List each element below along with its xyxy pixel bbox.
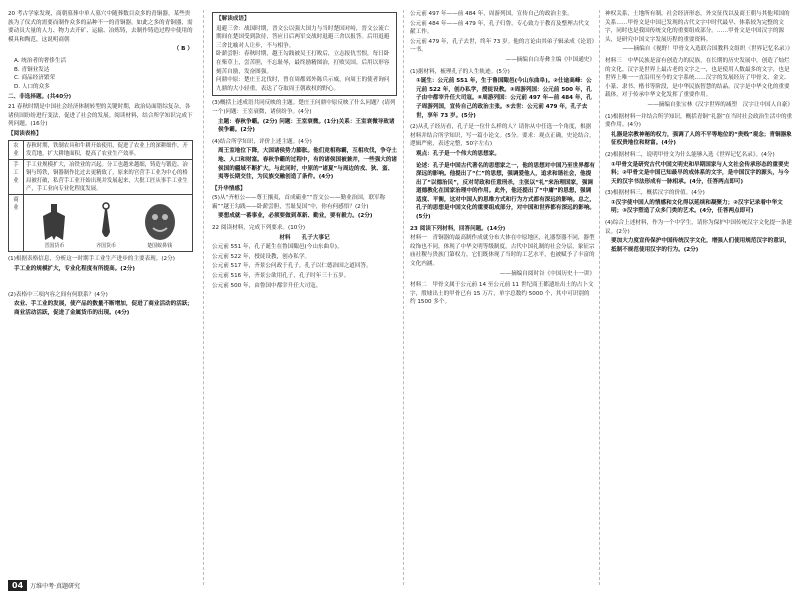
table-cell-agriculture: 春秋时期，铁制农具和牛耕开始使用，促进了农业上的深耕细作，开发荒地，扩大耕地面积，提高了农业生产效率。 (24, 141, 193, 160)
answer-21-3: 主题：春秋争霸。(2分) 问题：王室衰微。(1分)关系：王室衰微导致诸侯争霸。(2分) (218, 118, 395, 134)
material-line: 公元前 522 年，授徒设教，创办私学。 (212, 253, 311, 260)
footer-note: 万维中考·真题研究 (30, 583, 81, 590)
material-line: 公元前 484 年——前 479 年，孔子归鲁，专心致力于教育及整理古代文献工作。 (410, 20, 590, 36)
answer-23-2: ①甲骨文是研究古代中国文明史和早期国家与人文社会传承形态的重要史料；②甲骨文是中国已知最早的成体系的文字，是中国汉字的源头，与今天的汉字书法形成有一脉相承。(4分，任答两点即可) (611, 161, 790, 185)
answer-21-1: 手工业的规模扩大，专业化程度有所提高。(2分) (14, 265, 135, 272)
question-21: 21 春秋时期是中国社会经济体制转型的关键时期，政治局面错综复杂，各诸侯国纷纷进行变法，促进了社会的发展。阅读材料，结合所学知识完成下列问题。(16分) (8, 103, 193, 128)
material-line: 公元前 479 年，孔子去世，终年 73 岁。他的言论由其弟子辑录成《论语》一书。 (410, 38, 595, 54)
column-3 (410, 10, 595, 585)
material-2-continued: 神权关系，土地所有制，社会经济形态，外交征伐以及商王朝与其他邦国的关系……甲骨文是中国已发现的古代文字中时代最早、体系较为完整的文字，同时也是我国传统文化的重要组成部分。……甲骨文是中国汉字的源头，是研究中国文字发展历程的重要资料。 (605, 11, 790, 43)
material-line: 公元前 517 年，齐景公问政于孔子，孔子以仁德治国之道回答。 (212, 263, 372, 270)
idiom-2: 卧薪尝胆：春秋时期，越王勾践被吴王打败后，立志报仇雪恨，每日卧在柴草上，尝苦胆，不忘耻辱，最终励精图治，打败吴国。后用以形容刻苦自励，发奋图强。 (216, 51, 390, 75)
material-3: 材料三 中华民族是富有创造力的民族，在长期的历史发展中，创造了灿烂的文化。汉字是世界上最古老的文字之一，也是使用人数最多的文字，也是世界上唯一一直沿用至今的文字系统……汉字的发展经历了甲骨文、金文、小篆、隶书、楷书等阶段，是中华民族智慧的结晶。汉字是中华文化的重要载体，对于传承中华文化发挥了重要作用。 (605, 57, 790, 99)
material-line: 公元前 551 年，孔子诞生在鲁国陬邑(今山东曲阜)。 (212, 244, 343, 251)
question-22-2: (2)从孔子经历看，孔子是一位什么样的人？请你从中任选一个角度，根据材料并结合所学知识，写一篇小论文。(5分。要求：观点正确，史论结合，逻辑严密，表述完整，50字左右) (410, 124, 595, 148)
page-number: 04 (8, 580, 27, 591)
answer-21-2: 农业、手工业的发展，使产品的数量不断增加，促进了商业活动的活跃；商业活动活跃，促进了金属货币的出现。(4分) (14, 301, 193, 316)
question-23-3: (3)根据材料三，概括汉字的价值。(4分) (605, 190, 705, 197)
answer-21-5: 要想成就一番事业，必须要做到革新、勤业，要有毅力。(2分) (218, 213, 373, 220)
question-20: 20 考古学家发现，商朝墓葬中单人墓穴中随葬数目众多的青铜器。某些贵族为了仪式的需要而制作众多的品种不一的青铜器。如此之多的青铜器，需要动员大量的人力、物力去开矿、运输、冶炼铸，去制作铸造过程中使用的模具和陶范，这说明商朝 (8, 11, 193, 43)
table-side-agriculture: 农业 (9, 141, 24, 160)
table-cell-coins (24, 195, 193, 252)
column-4 (605, 10, 793, 585)
idiom-box-title: 【解读成语】 (216, 16, 250, 22)
table-cell-handicraft: 手工业规模扩大，冶铁业的兴起。分工也越来越细，铸造与锻造、冶铜与铸铁，铜器制作比过去更精致了，原来的官营手工业为中心的格局被打破，私营手工业开始出现并发展起来，大批工匠从事手工业生产，手工业向专业化程度发展。 (24, 160, 193, 195)
question-23-1: (1)根据材料一并结合所学知识，概括青铜“礼器”在当时社会政治生活中的重要作用。(4分) (605, 113, 793, 129)
question-23-4: (4)综合上述材料，作为一个中学生，请你为保护中国传统汉字文化提一条建议。(2分) (605, 220, 792, 235)
coin-label-qi: 齐国货币 (95, 243, 116, 250)
spade-coin-icon (39, 202, 69, 242)
coin-label-jin: 晋国货币 (44, 243, 65, 250)
material-1: 材料一 青铜器的最高制作成就分布大体在中原地区，礼器祭器不同，器型纹饰也不同，体现了中华文明等级制度，古代中国礼制的社会分层，象征宗庙社稷与贵族门第权力，它们既体现了当时的工艺水平，也被赋予了丰富的文化内涵。 (410, 235, 595, 268)
question-23: 23 阅读下列材料，回答问题。(14分) (410, 225, 506, 232)
question-21-1: (1)根据表格信息，分析这一时期手工业生产进步的主要表现。(2分) (8, 256, 175, 263)
material-title: 材料 孔子大事记 (279, 234, 330, 241)
table-title: 【阅读表格】 (8, 130, 42, 137)
answer-22-1: ①诞生：公元前 551 年，生于鲁国陬邑(今山东曲阜)。②仕途高峰：公元前 522 年，创办私学，授徒设教。③周游列国：公元前 500 年，孔子由中都宰升任大司寇。④周游列国：公元前 497 年—前 484 年，孔子周游列国，宣传自己的政治主张。⑤去世：公元前 479 年，孔子去世，享年 73 岁。(5分) (416, 78, 592, 119)
question-22: 22 阅读材料，完成下列要求。(10分) (212, 225, 306, 232)
material-1-source: ——摘编自阅时谷《中国历史十一讲》 (499, 270, 595, 277)
coin-label-chu: 楚国蚁鼻钱 (147, 243, 173, 250)
material-line: 公元前 516 年，齐景公欲用孔子，孔子时年三十五岁。 (212, 273, 350, 280)
material-3-source: ——摘编自张宝林《汉字世界的减塑 汉字让中国人自豪》 (647, 101, 793, 108)
option-d: D. 人口的众多 (14, 83, 50, 90)
question-21-3: (3)概括上述成语共同反映的主题。楚庄王问鼎中原反映了什么问题？(请列一个)问题：王室衰微，诸侯纷争。(4分) (212, 100, 396, 115)
knife-coin-icon (97, 202, 115, 242)
section-heading: 二、非选择题。(共40分) (8, 94, 72, 101)
question-22-1: (1)据材料，梳理孔子的人生轨迹。(5分) (410, 68, 510, 75)
table-side-commerce: 商业 (9, 195, 24, 252)
reading-table (8, 140, 193, 252)
page-footer (8, 580, 80, 591)
answer-21-4: 周王室地位下降，大国诸侯势力膨胀。他们竞相称霸，互相攻伐，争夺土地、人口和财富。春秋争霸的过程中，有的诸侯国被兼并，一些强大的诸侯国的疆域不断扩大。与此同时，中原的“诸夏”与周边的戎、狄、蛮、夷等长期交往，为民族交融创造了条件。(4分) (218, 148, 397, 181)
answer-22-2-viewpoint: 观点：孔子是一个伟大的思想家。 (416, 150, 500, 157)
material-source: ——摘编自白寿彝主编《中国通史》 (505, 56, 595, 63)
material-2-source: ——摘编自《视野！甲骨文入选联合国教科文组织〈世界记忆名录〉》 (622, 46, 793, 53)
coin-images (26, 198, 190, 250)
question-21-4: (4)结合所学知识，评价上述主题。(4分) (212, 138, 312, 145)
upgrade-title: 【升华情感】 (212, 185, 246, 192)
material-line: 公元前 497 年——前 484 年，周游列国，宣传自己的政治主张。 (410, 11, 573, 17)
option-b: B. 青铜业发达 (14, 66, 50, 73)
answer-23-1: 礼器是宗教神秘的权力，强调了人的不平等地位的“贵贱”观念；青铜器象征权贵地位和财富。(4分) (611, 131, 792, 147)
question-20-answer: （ B ） (173, 46, 193, 53)
coin-jin (39, 202, 69, 250)
column-2 (212, 10, 397, 585)
table-side-handicraft: 手工业 (9, 160, 24, 195)
answer-22-2-argument: 论述：孔子是中国古代著名的思想家之一，他的思想对中国乃至世界都有深远的影响。他提出了“仁”的思想，强调爱他人，追求和谐社会，他提出了“以德治民”，反对苛政和任意刑杀，主张以“礼”来治理国家，强调道德教化在国家治理中的作用。此外，他还提出了“中庸”的思想，强调适度、平衡，这对中国人的思维方式和行为方式都有深远的影响。总之，孔子的思想是中国文化的重要组成部分，对中国和世界都有深远的影响。(5分) (416, 162, 595, 221)
question-21-2: (2)表格中三项内容之间有何联系？(4分) (8, 291, 108, 298)
option-a: A. 统治者的奢侈生活 (14, 57, 67, 64)
column-1 (8, 10, 193, 585)
idiom-3: 问鼎中原：楚庄王北伐时，曾在周都郊外陈兵示威，向周王的使者询问九鼎的大小轻重，表达了夺取周王朝政权的野心。 (216, 77, 390, 92)
option-c: C. 商品经济繁荣 (14, 75, 56, 82)
question-23-2: (2)根据材料二，说明甲骨文为什么能够入选《世界记忆名录》。(4分) (605, 151, 775, 158)
idiom-1: 退避三舍：战国时期，晋文公以强大国力与当时楚国对峙，晋文公流亡期间在楚国受到款待，答应日后两军交战时退避三舍以报答。后用退避三舍比喻对人让步，不与相争。 (216, 25, 390, 49)
material-line: 公元前 500 年，由鲁国中都宰升任大司寇。 (212, 282, 322, 289)
answer-23-3: ①汉字使中国人的情感和文化得以延续和凝聚力；②汉字记录着中华文明；③汉字塑造了众多门类的艺术。(4分，任答两点即可) (611, 199, 783, 215)
coin-chu (143, 202, 177, 250)
coin-qi (96, 202, 116, 250)
answer-23-4: 要加大力度宣传保护中国传统汉字文化，增强人们使用规范汉字的意识，抵制不规范使用汉字的行为。(2分) (611, 238, 791, 253)
idiom-box (212, 12, 397, 96)
ant-nose-coin-icon (143, 202, 177, 242)
question-21-5: (5)从“齐桓公——尊王攘夷，首成霸业”“晋文公——勤业治国，联军称霸”“越王勾践——卧薪尝胆，雪耻复国”中，你有何感悟？(2分) (212, 195, 386, 210)
material-2: 材料二 甲骨文属于公元前 14 至公元前 11 世纪商王都遗址出土的占卜文字，殷墟出土的甲骨已有 15 万片，单字总数约 5000 个，其中可识别的约 1500 多个。 (410, 282, 594, 306)
